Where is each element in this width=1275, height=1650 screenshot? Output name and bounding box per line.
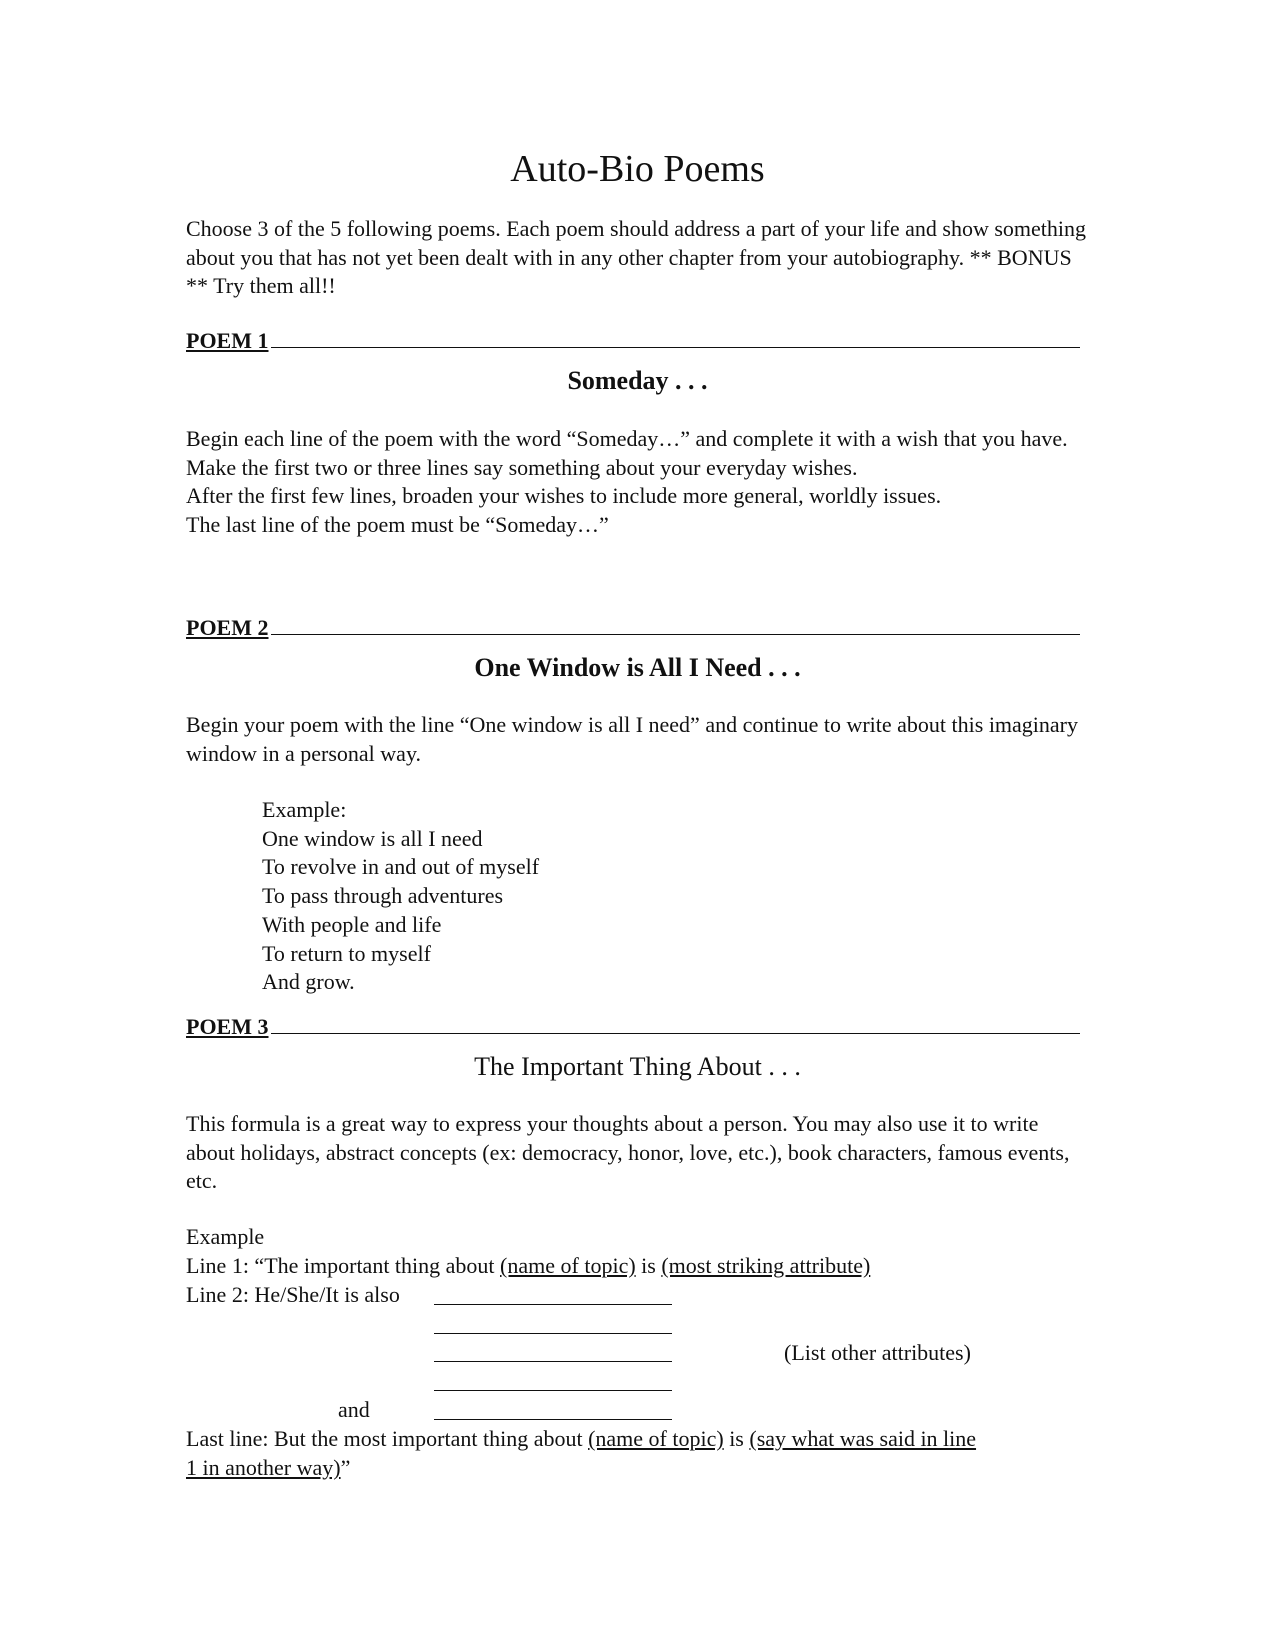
blank-line xyxy=(434,1304,672,1305)
topic-placeholder: (name of topic) xyxy=(500,1253,636,1278)
poem2-rule xyxy=(271,614,1081,635)
poem1-instructions xyxy=(186,425,1086,540)
poem1-heading: Someday . . . xyxy=(567,366,708,395)
blank-line xyxy=(434,1390,672,1391)
poem3-example-label: Example xyxy=(186,1224,265,1249)
poem2-heading: One Window is All I Need . . . xyxy=(474,653,801,682)
poem3-line1: Line 1: “The important thing about (name of topic) is (most striking attribute) xyxy=(186,1253,871,1278)
blank-line xyxy=(434,1419,672,1420)
poem3-rule xyxy=(271,1013,1081,1034)
poem3-header xyxy=(186,1013,1080,1041)
poem1-rule xyxy=(271,327,1081,348)
poem3-last-line: Last line: But the most important thing about (name of topic) is (say what was said in line xyxy=(186,1426,977,1451)
poem1-line: Begin each line of the poem with the word “Someday…” and complete it with a wish that you have. xyxy=(186,426,1068,451)
example-line: To revolve in and out of myself xyxy=(262,854,540,880)
example-line: Example: xyxy=(262,797,347,822)
poem1-line: The last line of the poem must be “Someday…” xyxy=(186,512,609,538)
and-label: and xyxy=(338,1397,370,1422)
list-attributes-note: (List other attributes) xyxy=(784,1340,971,1365)
poem1-header xyxy=(186,327,1080,355)
example-line: To return to myself xyxy=(262,940,431,966)
poem2-label: POEM 2 xyxy=(186,615,269,640)
attribute-placeholder: (most striking attribute) xyxy=(661,1253,871,1278)
example-line: With people and life xyxy=(262,911,442,937)
example-line: One window is all I need xyxy=(262,825,483,851)
poem2-example xyxy=(262,796,539,997)
example-line: And grow. xyxy=(262,969,355,995)
poem3-heading: The Important Thing About . . . xyxy=(474,1052,801,1081)
poem1-line: After the first few lines, broaden your wishes to include more general, worldly issues. xyxy=(186,483,942,509)
blank-line xyxy=(434,1333,672,1334)
topic-placeholder: (name of topic) xyxy=(588,1426,724,1451)
poem3-line2: Line 2: He/She/It is also xyxy=(186,1282,400,1307)
poem2-instructions: Begin your poem with the line “One window is all I need” and continue to write about this imaginary window in a personal way. xyxy=(186,712,1079,766)
restate-placeholder: (say what was said in line xyxy=(749,1426,977,1451)
poem3-label: POEM 3 xyxy=(186,1014,269,1039)
page-title: Auto-Bio Poems xyxy=(510,148,765,190)
poem1-line: Make the first two or three lines say something about your everyday wishes. xyxy=(186,454,858,480)
poem2-header xyxy=(186,614,1080,642)
poem3-last-line-cont: 1 in another way)” xyxy=(186,1455,351,1480)
blank-line xyxy=(434,1361,672,1362)
poem1-label: POEM 1 xyxy=(186,328,269,353)
restate-placeholder: 1 in another way) xyxy=(186,1455,341,1480)
example-line: To pass through adventures xyxy=(262,883,504,909)
poem3-instructions: This formula is a great way to express your thoughts about a person. You may also use it to write about holidays, abstract concepts (ex: democracy, honor, love, etc.), book characters, famous events, etc. xyxy=(186,1111,1070,1194)
intro-paragraph: Choose 3 of the 5 following poems. Each poem should address a part of your life and show something about you that has not yet been dealt with in any other chapter from your autobiography. ** BONUS ** Try them all!! xyxy=(186,216,1087,299)
